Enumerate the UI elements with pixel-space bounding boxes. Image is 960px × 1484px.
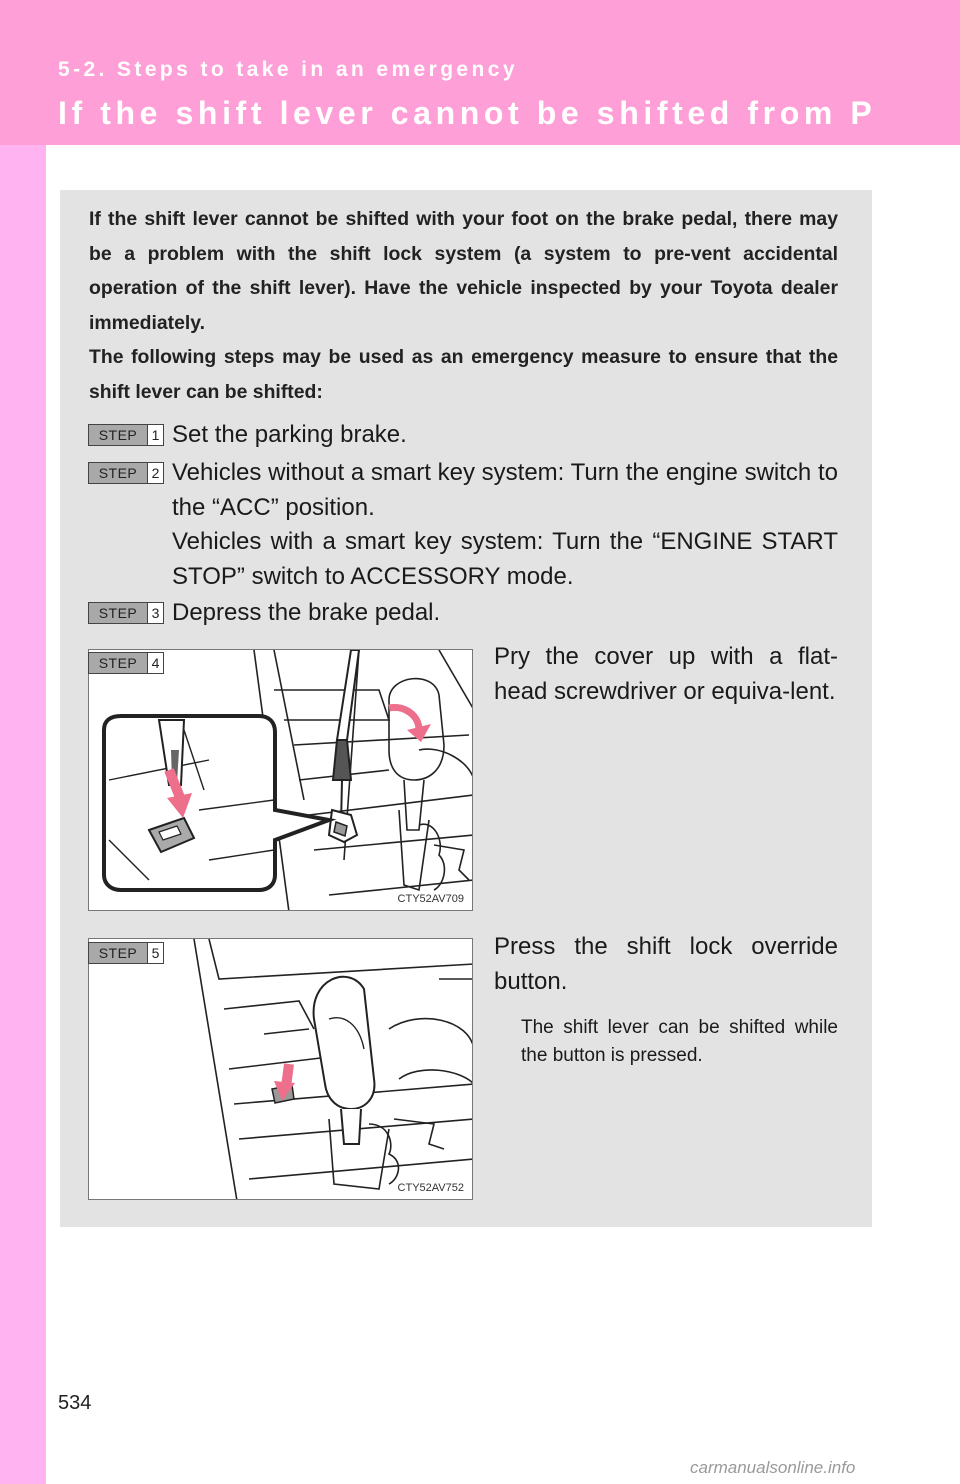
step-3-badge (88, 602, 164, 624)
page-title: If the shift lever cannot be shifted from P (58, 95, 877, 131)
step-number: 4 (148, 653, 163, 673)
step-2-badge (88, 462, 164, 484)
intro-paragraph-1: If the shift lever cannot be shifted with your foot on the brake pedal, there may be a problem with the shift lock system (a system to pre-vent accidental operation of the shift lever). Have the vehicle inspected by your Toyota dealer immediately. (89, 208, 838, 334)
step-2-line-2: Vehicles with a smart key system: Turn the “ENGINE START STOP” switch to ACCESSORY mode. (172, 528, 838, 590)
step-5-illustration (89, 939, 473, 1200)
figure-code: CTY52AV752 (397, 1182, 464, 1194)
step-5-note: The shift lever can be shifted while the button is pressed. (521, 1017, 838, 1066)
step-5-badge (88, 942, 164, 964)
step-4-figure (88, 649, 473, 911)
step-word: STEP (89, 603, 148, 623)
figure-code: CTY52AV709 (397, 893, 464, 905)
step-4-badge (88, 652, 164, 674)
watermark: carmanualsonline.info (690, 1458, 856, 1477)
step-1-text: Set the parking brake. (172, 421, 407, 448)
step-number: 3 (148, 603, 163, 623)
step-word: STEP (89, 943, 148, 963)
step-1-badge (88, 424, 164, 446)
step-word: STEP (89, 653, 148, 673)
page-number: 534 (58, 1392, 92, 1414)
step-2-text (172, 456, 838, 594)
step-2-line-1: Vehicles without a smart key system: Turn the engine switch to the “ACC” position. (172, 459, 838, 521)
intro-paragraph-2: The following steps may be used as an emergency measure to ensure that the shift lever can be shifted: (89, 346, 838, 403)
intro (89, 202, 838, 409)
step-4-text: Pry the cover up with a flat-head screwdriver or equiva-lent. (494, 643, 838, 705)
step-4-illustration (89, 650, 473, 911)
step-number: 1 (148, 425, 163, 445)
step-word: STEP (89, 463, 148, 483)
step-5-figure (88, 938, 473, 1200)
side-band (0, 145, 46, 1484)
step-number: 2 (148, 463, 163, 483)
step-number: 5 (148, 943, 163, 963)
step-5-text: Press the shift lock override button. (494, 933, 838, 995)
section-label: 5-2. Steps to take in an emergency (58, 58, 518, 81)
step-word: STEP (89, 425, 148, 445)
step-3-text: Depress the brake pedal. (172, 599, 441, 626)
